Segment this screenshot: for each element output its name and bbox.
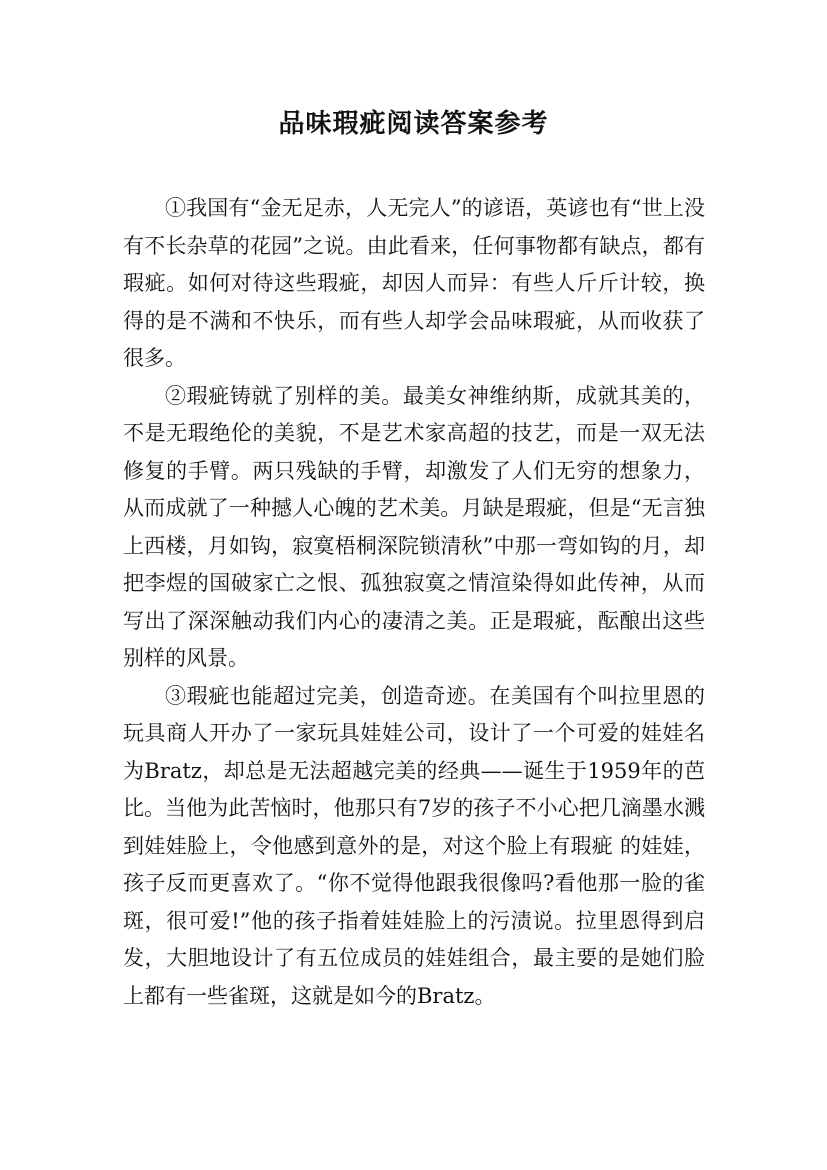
document-body xyxy=(123,190,705,1015)
document-title: 品味瑕疵阅读答案参考 xyxy=(278,109,549,139)
paragraph-1: ①我国有“金无足赤，人无完人”的谚语，英谚也有“世上没有不长杂草的花园”之说。由此看来，任何事物都有缺点，都有瑕疵。如何对待这些瑕疵，却因人而异：有些人斤斤计较，换得的是不满和不快乐，而有些人却学会品味瑕疵，从而收获了很多。 xyxy=(123,196,705,370)
paragraph-2: ②瑕疵铸就了别样的美。最美女神维纳斯，成就其美的，不是无瑕绝伦的美貌，不是艺术家高超的技艺，而是一双无法修复的手臂。两只残缺的手臂，却激发了人们无穷的想象力，从而成就了一种撼人心魄的艺术美。月缺是瑕疵，但是“无言独上西楼，月如钩，寂寞梧桐深院锁清秋”中那一弯如钩的月，却把李煜的国破家亡之恨、孤独寂寞之情渲染得如此传神，从而写出了深深触动我们内心的凄清之美。正是瑕疵，酝酿出这些别样的风景。 xyxy=(123,383,705,670)
paragraph-3: ③瑕疵也能超过完美，创造奇迹。在美国有个叫拉里恩的玩具商人开办了一家玩具娃娃公司，设计了一个可爱的娃娃名为Bratz，却总是无法超越完美的经典——诞生于1959年的芭比。当他为此苦恼时，他那只有7岁的孩子不小心把几滴墨水溅到娃娃脸上，令他感到意外的是，对这个脸上有瑕疵 的娃娃，孩子反而更喜欢了。“你不觉得他跟我很像吗?看他那一脸的雀斑，很可爱!”他的孩子指着娃娃脸上的污渍说。拉里恩得到启发，大胆地设计了有五位成员的娃娃组合，最主要的是她们脸上都有一些雀斑，这就是如今的Bratz。 xyxy=(123,683,705,1008)
